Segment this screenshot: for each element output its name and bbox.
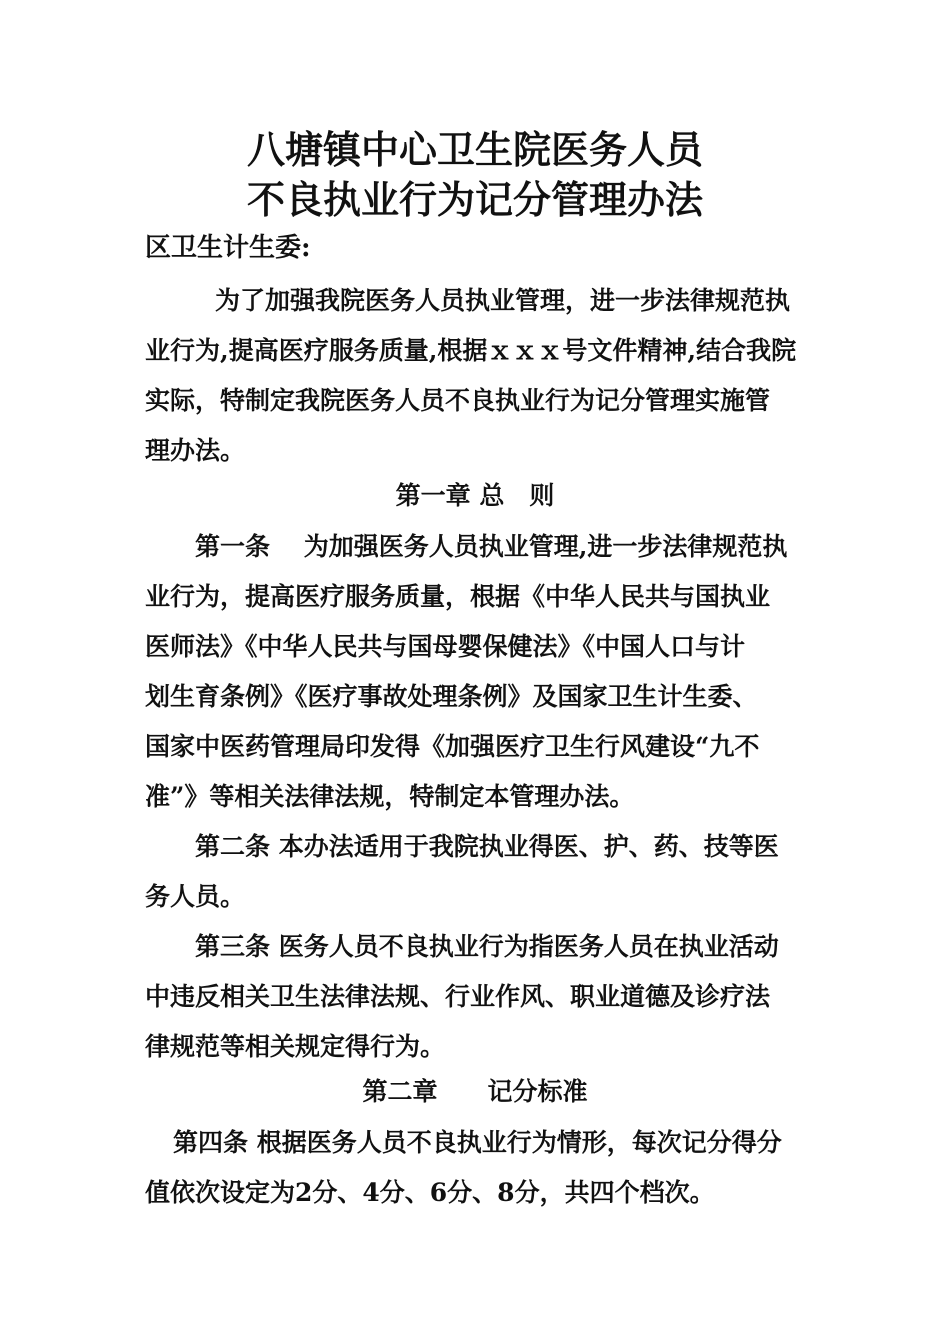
article-1-line: 医师法》《中华人民共与国母婴保健法》《中国人口与计 xyxy=(145,632,746,661)
intro-line: 业行为,提高医疗服务质量,根据ｘｘｘ号文件精神,结合我院 xyxy=(145,336,797,365)
article-1-line: 国家中医药管理局印发得《加强医疗卫生行风建设“九不 xyxy=(145,732,760,761)
article-4-line: 值依次设定为2分、4分、6分、8分，共四个档次。 xyxy=(145,1178,715,1207)
intro-paragraph xyxy=(145,276,810,476)
article-1-line: 业行为，提高医疗服务质量，根据《中华人民共与国执业 xyxy=(145,582,771,611)
intro-line: 为了加强我院医务人员执业管理，进一步法律规范执 xyxy=(215,286,791,315)
article-3-line: 中违反相关卫生法律法规、行业作风、职业道德及诊疗法 xyxy=(145,982,771,1011)
article-3 xyxy=(145,922,810,1072)
article-4 xyxy=(145,1118,810,1218)
article-1-line: 准”》等相关法律法规，特制定本管理办法。 xyxy=(145,782,635,811)
article-1-line: 划生育条例》《医疗事故处理条例》及国家卫生计生委、 xyxy=(145,682,758,711)
chapter-2-heading: 第二章 记分标准 xyxy=(362,1077,588,1106)
article-1-line: 第一条 为加强医务人员执业管理,进一步法律规范执 xyxy=(195,532,788,561)
article-4-line: 第四条 根据医务人员不良执业行为情形，每次记分得分 xyxy=(173,1128,782,1157)
salutation: 区卫生计生委: xyxy=(145,233,311,263)
article-2-line: 务人员。 xyxy=(145,882,246,911)
intro-line: 实际，特制定我院医务人员不良执业行为记分管理实施管 xyxy=(145,386,771,415)
document-title-line-1: 八塘镇中心卫生院医务人员 xyxy=(246,127,703,172)
article-3-line: 律规范等相关规定得行为。 xyxy=(145,1032,446,1061)
article-2 xyxy=(145,822,810,922)
document-title-line-2: 不良执业行为记分管理办法 xyxy=(246,177,703,222)
article-1 xyxy=(145,522,810,822)
chapter-1-heading: 第一章 总 则 xyxy=(395,481,555,510)
article-2-line: 第二条 本办法适用于我院执业得医、护、药、技等医 xyxy=(195,832,779,861)
intro-line: 理办法。 xyxy=(145,436,246,465)
article-3-line: 第三条 医务人员不良执业行为指医务人员在执业活动 xyxy=(195,932,779,961)
